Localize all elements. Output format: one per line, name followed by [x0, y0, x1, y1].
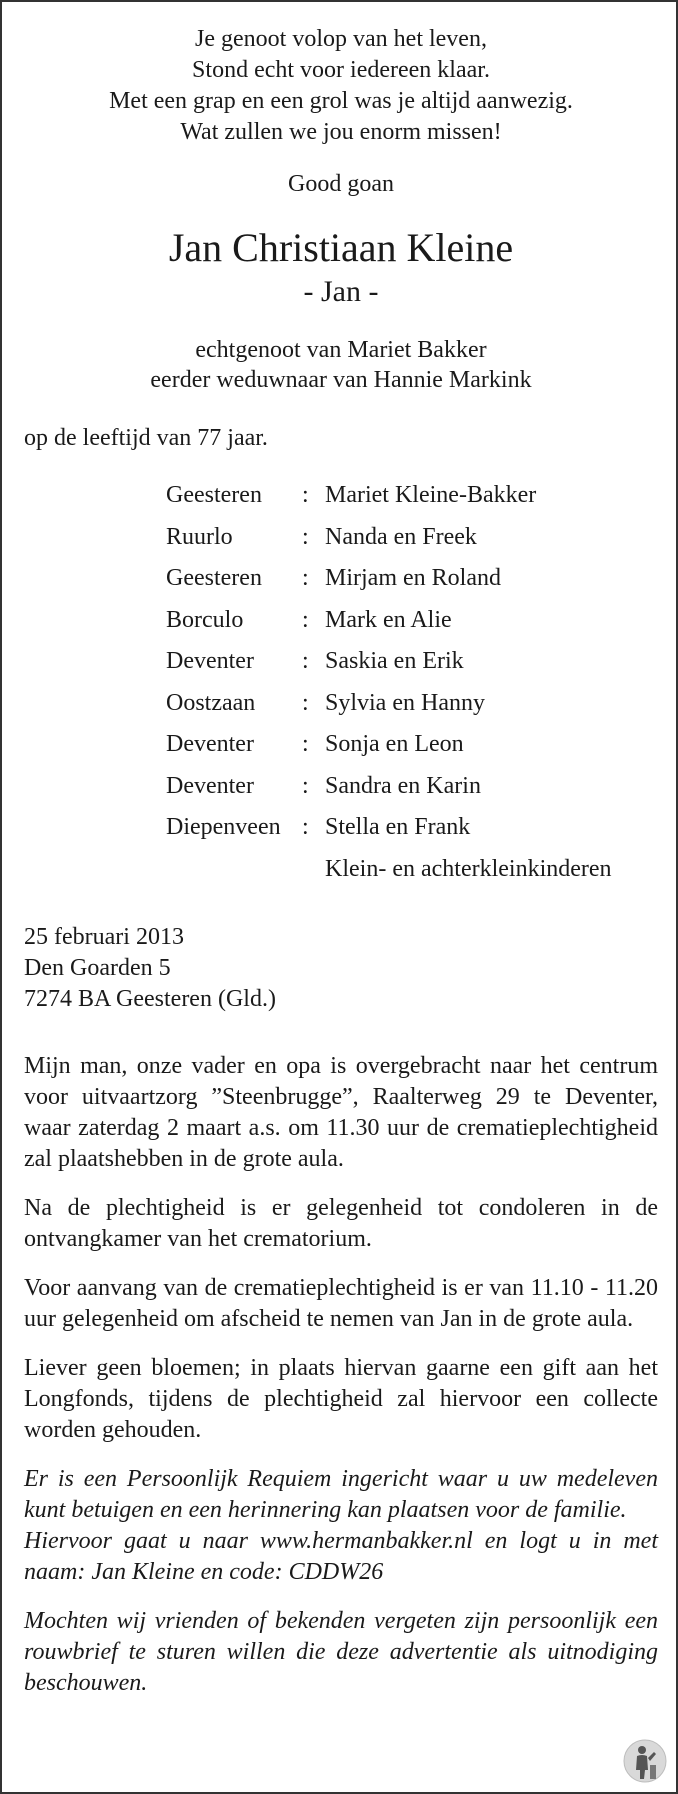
family-extra: Klein- en achterkleinkinderen — [325, 855, 612, 882]
memorial-figure-icon — [623, 1739, 667, 1783]
family-names: Stella en Frank — [325, 814, 471, 841]
family-colon: : — [302, 482, 309, 509]
family-row — [166, 641, 658, 683]
family-names: Mark en Alie — [325, 606, 452, 633]
poem-line: Je genoot volop van het leven, — [195, 26, 487, 52]
relations — [24, 335, 658, 395]
family-names: Mirjam en Roland — [325, 565, 501, 592]
relation-line: eerder weduwnaar van Hannie Markink — [150, 367, 532, 393]
family-colon: : — [302, 731, 309, 758]
farewell-paragraph: Voor aanvang van de crematieplechtigheid is er van 11.10 - 11.20 uur gelegenheid om afscheid te nemen van Jan in de grote aula. — [24, 1275, 658, 1332]
address-block — [24, 922, 658, 1015]
family-place: Oostzaan — [166, 689, 256, 716]
family-row — [166, 517, 658, 559]
family-place: Diepenveen — [166, 814, 281, 841]
requiem-text: Er is een Persoonlijk Requiem ingericht waar u uw medeleven kunt betuigen en een herinnering kan plaatsen voor de familie. — [24, 1466, 658, 1523]
family-colon: : — [302, 606, 309, 633]
family-place: Deventer — [166, 772, 254, 799]
family-names: Sonja en Leon — [325, 731, 464, 758]
family-place: Deventer — [166, 731, 254, 758]
family-colon: : — [302, 689, 309, 716]
family-row — [166, 724, 658, 766]
requiem-login-text: Hiervoor gaat u naar www.hermanbakker.nl en logt u in met naam: Jan Kleine en code: CDDW26 — [24, 1528, 658, 1585]
requiem-paragraph — [24, 1464, 658, 1588]
family-place: Borculo — [166, 606, 244, 633]
family-colon: : — [302, 772, 309, 799]
address-city: 7274 BA Geesteren (Gld.) — [24, 986, 276, 1012]
greeting: Good goan — [288, 171, 394, 197]
family-row — [166, 475, 658, 517]
flowers-paragraph: Liever geen bloemen; in plaats hiervan gaarne een gift aan het Longfonds, tijdens de plechtigheid zal hiervoor een collecte worden gehouden. — [24, 1355, 658, 1443]
age-line: op de leeftijd van 77 jaar. — [24, 425, 268, 451]
family-row — [166, 766, 658, 808]
family-colon: : — [302, 814, 309, 841]
family-row — [166, 600, 658, 642]
notice-content — [24, 24, 658, 1699]
condolence-paragraph: Na de plechtigheid is er gelegenheid tot condoleren in de ontvangkamer van het crematorium. — [24, 1195, 658, 1252]
address-date: 25 februari 2013 — [24, 924, 184, 950]
family-colon: : — [302, 565, 309, 592]
family-colon: : — [302, 523, 309, 550]
poem-line: Wat zullen we jou enorm missen! — [180, 119, 502, 145]
family-names: Saskia en Erik — [325, 648, 464, 675]
relation-line: echtgenoot van Mariet Bakker — [195, 337, 487, 363]
family-place: Deventer — [166, 648, 254, 675]
family-place: Geesteren — [166, 482, 262, 509]
family-names: Nanda en Freek — [325, 523, 477, 550]
family-row — [166, 683, 658, 725]
family-names: Sandra en Karin — [325, 772, 481, 799]
funeral-info-paragraph: Mijn man, onze vader en opa is overgebracht naar het centrum voor uitvaartzorg ”Steenbrugge”, Raalterweg 29 te Deventer, waar zaterdag 2 maart a.s. om 11.30 uur de crematieplechtigheid zal plaatshebben in de grote aula. — [24, 1053, 658, 1172]
poem-line: Stond echt voor iedereen klaar. — [192, 57, 490, 83]
invitation-paragraph: Mochten wij vrienden of bekenden vergeten zijn persoonlijk een rouwbrief te sturen willen die deze advertentie als uitnodiging beschouwen. — [24, 1608, 658, 1696]
family-colon: : — [302, 648, 309, 675]
family-row — [166, 807, 658, 849]
family-names: Sylvia en Hanny — [325, 689, 485, 716]
address-street: Den Goarden 5 — [24, 955, 171, 981]
deceased-nickname: - Jan - — [303, 275, 379, 308]
family-row — [166, 558, 658, 600]
deceased-name: Jan Christiaan Kleine — [168, 225, 514, 270]
family-place: Ruurlo — [166, 523, 233, 550]
poem — [24, 24, 658, 148]
family-names: Mariet Kleine-Bakker — [325, 482, 537, 509]
family-list — [166, 475, 658, 890]
poem-line: Met een grap en een grol was je altijd aanwezig. — [109, 88, 573, 114]
family-place: Geesteren — [166, 565, 262, 592]
